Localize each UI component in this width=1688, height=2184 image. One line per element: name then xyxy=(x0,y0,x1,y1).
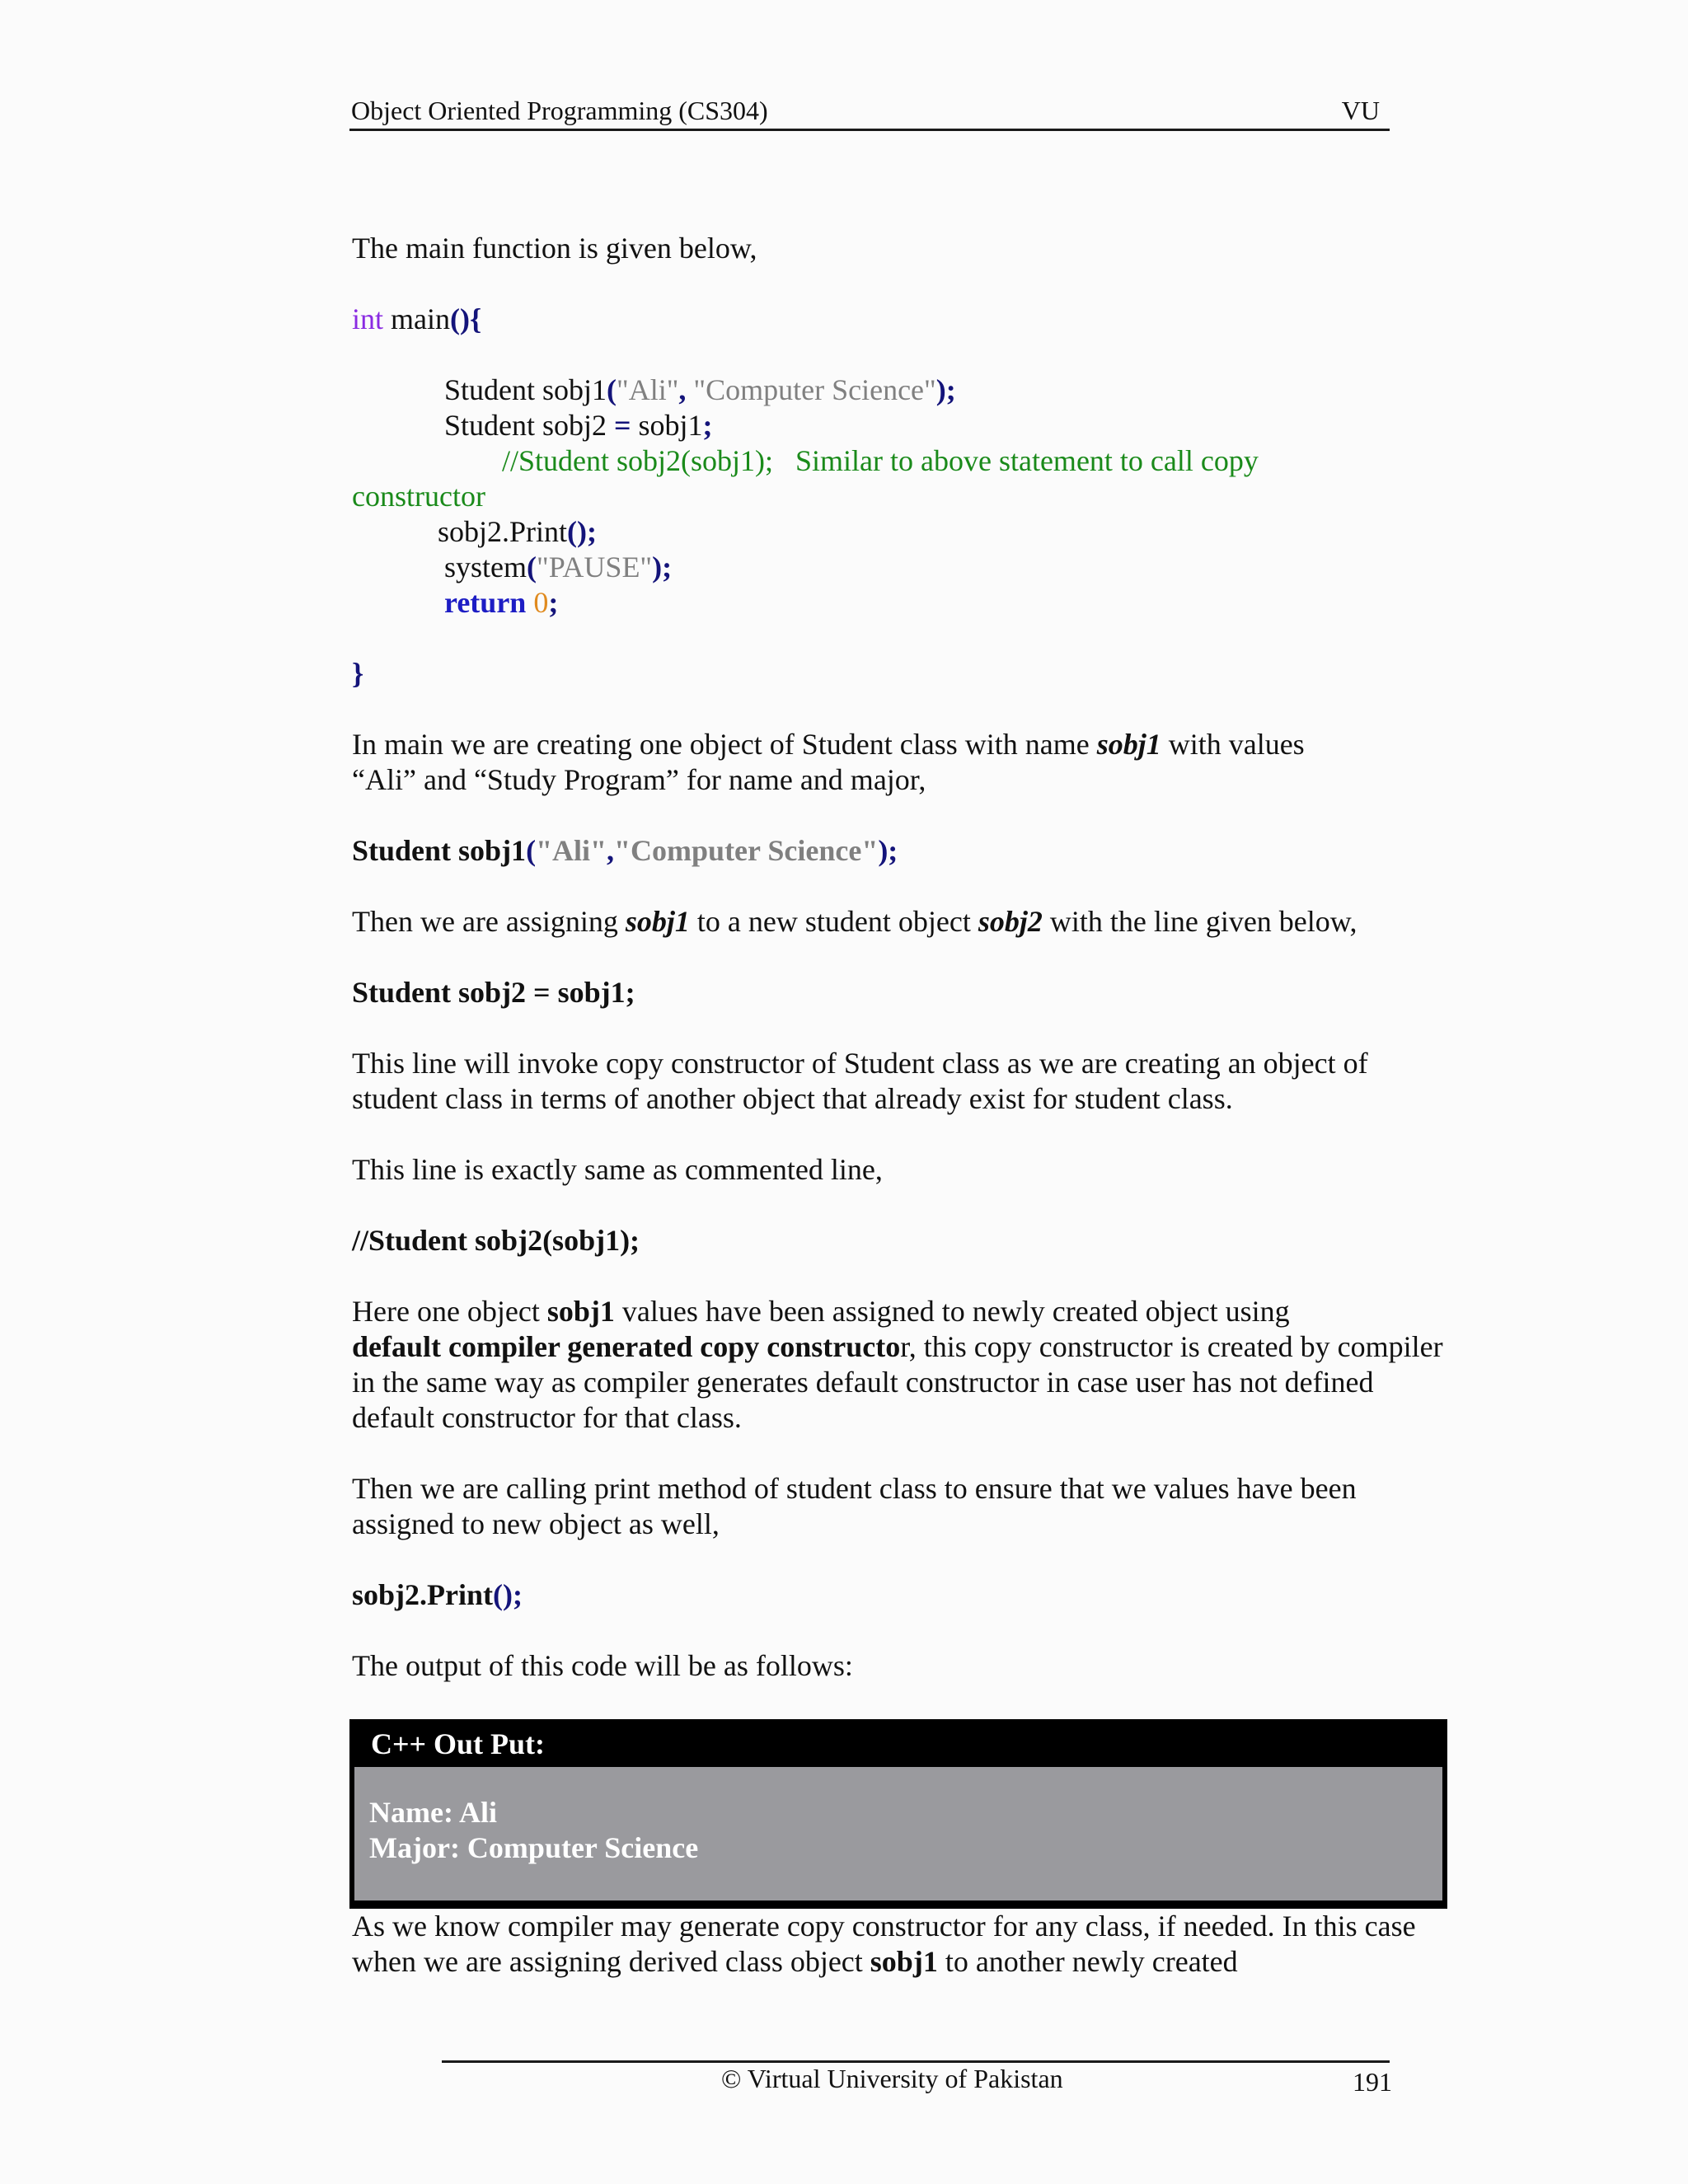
text-run: to another newly created xyxy=(937,1945,1238,1978)
code-string: "PAUSE" xyxy=(537,551,653,583)
main-content xyxy=(352,231,1456,1719)
emphasis: sobj1 xyxy=(870,1945,938,1978)
text-run: Then we are assigning xyxy=(352,905,626,938)
code-line-blank xyxy=(352,337,1456,373)
keyword-return: return xyxy=(444,586,527,619)
code-text: sobj2.Print xyxy=(352,1578,493,1611)
page-number: 191 xyxy=(1353,2067,1392,2097)
code-punctuation: ( xyxy=(526,834,537,867)
emphasis: sobj1 xyxy=(625,905,690,938)
code-block xyxy=(352,302,1456,691)
code-line-6 xyxy=(352,514,1456,550)
code-punctuation: ); xyxy=(935,373,956,406)
code-punctuation: , xyxy=(607,834,615,867)
code-string: "Ali" xyxy=(617,373,679,406)
code-line-blank xyxy=(352,621,1456,656)
page-header xyxy=(349,91,1390,131)
code-line-4 xyxy=(352,443,1456,479)
paragraph-6: Then we are calling print method of student class to ensure that we values have been assigned to new object as well, xyxy=(352,1472,1364,1540)
text-run: to a new student object xyxy=(689,905,978,938)
code-text: Student sobj1 xyxy=(444,373,607,406)
text-run: with values xyxy=(1160,728,1305,761)
output-title: C++ Out Put: xyxy=(371,1727,546,1760)
text-run: with the line given below, xyxy=(1042,905,1357,938)
emphasis: default compiler generated copy constructo xyxy=(352,1330,901,1363)
code-punctuation: (){ xyxy=(450,302,482,335)
output-line-name: Name: Ali xyxy=(369,1796,497,1829)
emphasis: sobj1 xyxy=(1096,728,1161,761)
code-string: "Ali" xyxy=(536,834,607,867)
code-text: Student sobj1 xyxy=(352,834,527,867)
paragraph-7: The output of this code will be as follows: xyxy=(352,1649,853,1682)
code-punctuation: (); xyxy=(567,515,597,548)
paragraph-3: This line will invoke copy constructor of Student class as we are creating an object of student class in terms of another object that already exist for student class. xyxy=(352,1047,1376,1115)
text-run: r, this copy constructor is created by compiler in the same way as compiler generates default constructor in case user has not defined default constructor for that class. xyxy=(352,1330,1451,1434)
code-line-1 xyxy=(352,302,1456,337)
text-run: In main we are creating one object of Student class with name xyxy=(352,728,1097,761)
code-text: sobj2.Print xyxy=(438,515,568,548)
code-text: sobj1 xyxy=(631,409,703,442)
code-comment: //Student sobj2(sobj1); Similar to above statement to call copy xyxy=(502,444,1259,477)
text-run: As we know compiler may generate copy constructor for any class, if needed. In this case when we are assigning derived class object xyxy=(352,1910,1416,1978)
code-line-7 xyxy=(352,550,1456,585)
statement-3: //Student sobj2(sobj1); xyxy=(352,1224,640,1257)
paragraph-4: This line is exactly same as commented line, xyxy=(352,1153,883,1186)
statement-4 xyxy=(352,1577,1456,1613)
code-punctuation: , xyxy=(678,373,694,406)
statement-2: Student sobj2 = sobj1; xyxy=(352,976,635,1009)
code-line-2 xyxy=(352,373,1456,408)
statement-1 xyxy=(352,833,1456,869)
code-text: main xyxy=(383,302,450,335)
code-text: Student sobj2 xyxy=(444,409,615,442)
code-line-close xyxy=(352,656,1456,691)
code-punctuation: = xyxy=(614,409,631,442)
paragraph-2 xyxy=(352,904,1456,940)
output-line-major: Major: Computer Science xyxy=(369,1831,699,1864)
code-number: 0 xyxy=(533,586,549,619)
output-box xyxy=(349,1719,1447,1909)
intro-text: The main function is given below, xyxy=(352,232,757,265)
code-comment: constructor xyxy=(352,480,485,513)
paragraph-1 xyxy=(352,727,1456,798)
code-punctuation: (); xyxy=(493,1578,523,1611)
text-run: “Ali” and “Study Program” for name and major, xyxy=(352,763,926,796)
paragraph-5 xyxy=(352,1294,1456,1436)
footer-copyright: © Virtual University of Pakistan xyxy=(721,2064,1063,2093)
output-body xyxy=(354,1767,1442,1900)
keyword-int: int xyxy=(352,302,384,335)
code-string: "Computer Science" xyxy=(614,834,879,867)
emphasis: sobj1 xyxy=(546,1295,615,1328)
emphasis: sobj2 xyxy=(978,905,1043,938)
code-punctuation: } xyxy=(352,657,364,690)
code-punctuation: ( xyxy=(607,373,617,406)
paragraph-8 xyxy=(352,1909,1456,1980)
text-run: Here one object xyxy=(352,1295,547,1328)
code-string: "Computer Science" xyxy=(693,373,936,406)
code-text: system xyxy=(444,551,528,583)
code-punctuation: ( xyxy=(527,551,537,583)
org-label: VU xyxy=(1341,96,1380,125)
code-punctuation: ; xyxy=(548,586,559,619)
text-run: values have been assigned to newly created object using xyxy=(614,1295,1290,1328)
code-punctuation: ); xyxy=(652,551,673,583)
code-punctuation: ; xyxy=(702,409,713,442)
code-line-3 xyxy=(352,408,1456,443)
code-line-5 xyxy=(352,479,1456,514)
code-punctuation: ); xyxy=(878,834,898,867)
code-line-8 xyxy=(352,585,1456,621)
course-title: Object Oriented Programming (CS304) xyxy=(351,96,768,125)
